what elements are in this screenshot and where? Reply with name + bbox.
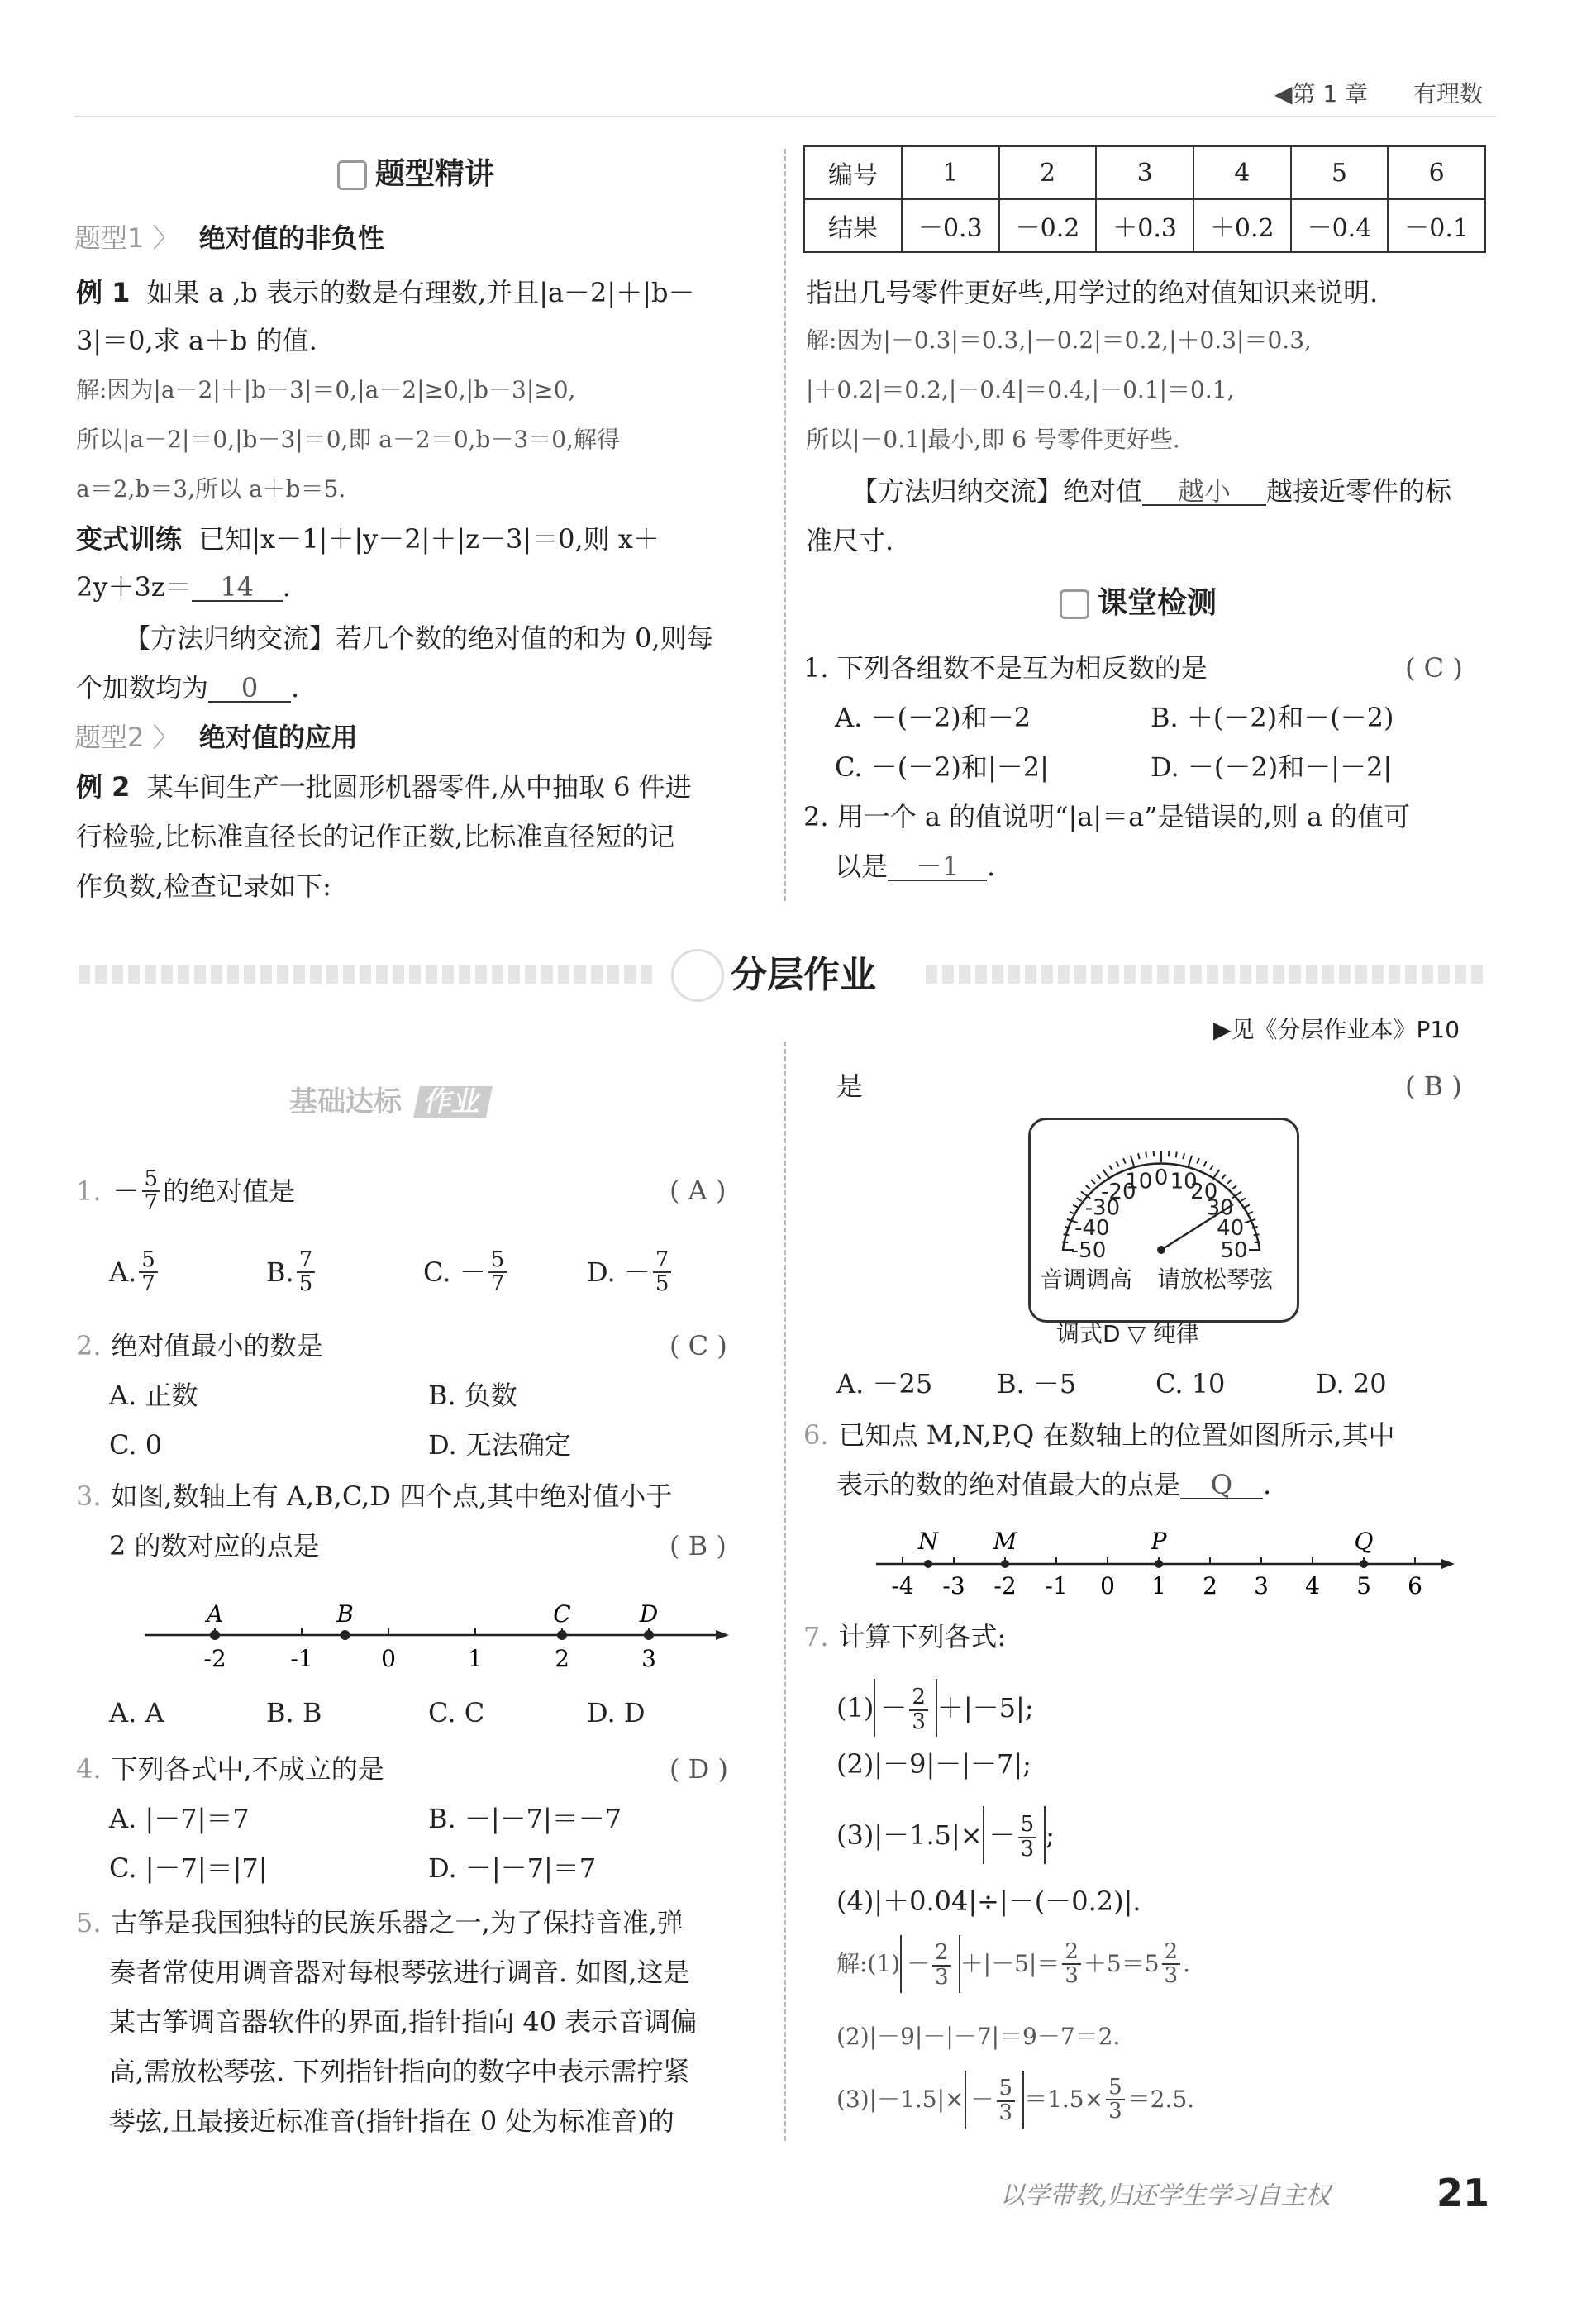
gauge-tick (1073, 1205, 1078, 1208)
gauge-label: 10 (1170, 1169, 1198, 1194)
hw-q2-option-d: D. 无法确定 (428, 1429, 571, 1461)
point-label: B (336, 1600, 354, 1628)
hw-q2-option-b: B. 负数 (428, 1380, 517, 1411)
variant-line1: 变式训练 已知|x－1|＋|y－2|＋|z－3|＝0,则 x＋ (76, 523, 660, 555)
section-icon (1060, 589, 1089, 619)
table-cell: 4 (1193, 146, 1291, 199)
hw-q5-option-d: D. 20 (1316, 1368, 1387, 1399)
hw-q4-option-c: C. |－7|＝|7| (109, 1852, 268, 1884)
table-cell: 编号 (804, 146, 902, 199)
hw-q5-line5: 琴弦,且最接近标准音(指针指在 0 处为标准音)的 (109, 2105, 674, 2137)
example1-line2: 3|＝0,求 a＋b 的值. (76, 325, 317, 356)
hw-q1-option-c: C. － $\frac{5}{7}$ (423, 1243, 509, 1301)
gauge-label: 30 (1206, 1195, 1234, 1221)
gauge-tick (1189, 1156, 1192, 1166)
solution1-line3: a＝2,b＝3,所以 a＋b＝5. (76, 475, 346, 503)
level-tag: 基础达标 作业 (289, 1086, 489, 1118)
example2-line1: 例 2 某车间生产一批圆形机器零件,从中抽取 6 件进 (76, 771, 692, 803)
gauge-label: -30 (1084, 1195, 1121, 1221)
tick-label: -2 (203, 1645, 226, 1672)
gauge-tick (1197, 1158, 1199, 1163)
check-q2-line2: 以是 －1 . (835, 851, 996, 882)
method1-answer: 0 (208, 675, 291, 703)
gauge-tick (1212, 1170, 1219, 1179)
hw-q2-option-a: A. 正数 (109, 1380, 198, 1411)
gauge-tick (1254, 1234, 1260, 1235)
hw-q3-option-a: A. A (109, 1697, 164, 1728)
hw-q4-answer: ( D ) (669, 1753, 728, 1785)
point-C (557, 1630, 567, 1640)
table-cell: 2 (999, 146, 1097, 199)
gauge-tick (1086, 1185, 1090, 1189)
table-cell: 1 (902, 146, 999, 199)
hw-q3-option-d: D. D (587, 1697, 646, 1728)
gauge-tick (1123, 1158, 1126, 1163)
point-label: A (206, 1600, 224, 1628)
gauge-tick (1227, 1180, 1232, 1184)
gauge-tick (1131, 1156, 1134, 1166)
gauge-tick (1097, 1175, 1101, 1179)
number-line-q3 (132, 1584, 736, 1675)
hw-q7-part4: (4)|＋0.04|÷|－(－0.2)|. (836, 1886, 1141, 1917)
tick-label: 3 (1254, 1572, 1269, 1599)
hw-q5-line1: 5. 古筝是我国独特的民族乐器之一,为了保持音准,弹 (76, 1907, 684, 1938)
banner-circle (671, 949, 724, 1002)
hw-q5-answer: ( B ) (1405, 1070, 1462, 1102)
section-icon (337, 160, 367, 190)
hw-q5-option-a: A. －25 (836, 1368, 933, 1399)
hw-q4-option-a: A. |－7|＝7 (109, 1803, 250, 1834)
hw-q3-line1: 3. 如图,数轴上有 A,B,C,D 四个点,其中绝对值小于 (76, 1480, 673, 1512)
tuner-mode: 调式D ▽ 纯律 (1056, 1320, 1199, 1347)
gauge-tick (1070, 1212, 1074, 1214)
gauge-tick (1247, 1212, 1252, 1214)
column-divider-bottom (784, 1042, 786, 2141)
hw-q5-line4: 高,需放松琴弦. 下列指针指向的数字中表示需拧紧 (109, 2056, 690, 2087)
number-line-q6 (868, 1516, 1463, 1607)
footer-slogan: 以学带教,归还学生学习自主权 (1000, 2181, 1331, 2210)
gauge-tick (1203, 1161, 1206, 1166)
hw-q5-line2: 奏者常使用调音器对每根琴弦进行调音. 如图,这是 (109, 1957, 690, 1988)
table-cell: ＋0.2 (1193, 199, 1291, 252)
hw-q1-option-b: B. $\frac{7}{5}$ (266, 1243, 317, 1301)
hw-q7-solution2: (2)|－9|－|－7|＝9－7＝2. (836, 2023, 1121, 2050)
gauge-label: 50 (1220, 1238, 1248, 1263)
gauge-tick (1117, 1161, 1119, 1166)
gauge-label: -40 (1074, 1215, 1110, 1241)
hw-q4-option-b: B. －|－7|＝－7 (428, 1803, 622, 1834)
table-cell: 6 (1388, 146, 1485, 199)
table-cell: －0.4 (1291, 199, 1389, 252)
point-M (1001, 1560, 1009, 1568)
point-label: P (1151, 1528, 1167, 1555)
gauge-tick (1154, 1151, 1155, 1156)
variant-answer: 14 (192, 574, 283, 602)
point-A (210, 1630, 220, 1640)
gauge-tick (1062, 1242, 1068, 1243)
hw-q3-option-c: C. C (428, 1697, 485, 1728)
method2-line1: 【方法归纳交流】绝对值 越小 越接近零件的标 (851, 475, 1452, 507)
gauge-tick (1109, 1166, 1112, 1170)
method2-line2: 准尺寸. (806, 525, 894, 556)
section-title-explain: 题型精讲 (337, 160, 494, 190)
solution1-line2: 所以|a－2|＝0,|b－3|＝0,即 a－2＝0,b－3＝0,解得 (76, 426, 620, 453)
hw-q7-part1: (1) － $\frac{2}{3}$ ＋|－5|; (836, 1675, 1034, 1741)
gauge-tick (1245, 1205, 1250, 1208)
tick-label: 3 (641, 1645, 656, 1672)
hw-q7-solution1: 解:(1) － $\frac{2}{3}$ ＋|－5|＝ $\frac{2}{3}$ ＋5＝5 $\frac{2}{3}$ . (836, 1931, 1190, 1997)
hw-q7-part2: (2)|－9|－|－7|; (836, 1748, 1031, 1780)
hw-q5-line3: 某古筝调音器软件的界面,指针指向 40 表示音调偏 (109, 2006, 698, 2038)
check-q1: 1. 下列各组数不是互为相反数的是 (803, 652, 1208, 684)
hw-q3-option-b: B. B (266, 1697, 322, 1728)
gauge-label: -20 (1101, 1179, 1136, 1204)
triangle-down-icon: ▽ (1127, 1320, 1146, 1347)
table-cell: －0.1 (1388, 199, 1485, 252)
check-q1-option-c: C. －(－2)和|－2| (835, 751, 1049, 783)
tuner-gauge (1035, 1126, 1288, 1266)
hw-q5-option-c: C. 10 (1155, 1368, 1226, 1399)
hw-q2-answer: ( C ) (669, 1330, 727, 1361)
gauge-tick (1138, 1153, 1140, 1159)
tuner-right-text: 请放松琴弦 (1157, 1266, 1274, 1293)
gauge-tick (1183, 1153, 1184, 1159)
hw-q3-line2: 2 的数对应的点是 (109, 1530, 320, 1561)
tuner-left-text: 音调调高 (1040, 1266, 1133, 1293)
method1-line1: 【方法归纳交流】若几个数的绝对值的和为 0,则每 (124, 622, 713, 654)
hw-q3-answer: ( B ) (669, 1530, 727, 1561)
point-label: N (917, 1528, 939, 1555)
hw-q6-line1: 6. 已知点 M,N,P,Q 在数轴上的位置如图所示,其中 (803, 1419, 1395, 1451)
hw-q1-option-a: A. $\frac{5}{7}$ (109, 1243, 160, 1301)
gauge-pivot (1157, 1246, 1165, 1254)
point-label: M (993, 1528, 1017, 1555)
tick-label: 0 (381, 1645, 396, 1672)
example2-line2: 行检验,比标准直径长的记作正数,比标准直径短的记 (76, 821, 675, 852)
table-cell: 3 (1096, 146, 1193, 199)
variant-line2: 2y＋3z＝ 14 . (76, 571, 291, 603)
gauge-label: 10 (1125, 1169, 1153, 1194)
gauge-tick (1077, 1198, 1082, 1201)
tick-label: -4 (891, 1572, 914, 1599)
hw-q6-line2: 表示的数的绝对值最大的点是 Q . (836, 1469, 1272, 1500)
gauge-tick (1255, 1242, 1260, 1243)
point-D (644, 1630, 654, 1640)
gauge-tick (1103, 1170, 1109, 1179)
fraction: $\frac{5}{7}$ (142, 1168, 161, 1215)
method1-line2: 个加数均为 0 . (76, 672, 300, 703)
tick-label: -2 (993, 1572, 1017, 1599)
hw-q1-answer: ( A ) (669, 1175, 727, 1206)
point-Q (1360, 1560, 1368, 1568)
gauge-tick (1176, 1151, 1177, 1157)
header-rule (74, 116, 1496, 117)
table-row-header (804, 146, 1485, 199)
gauge-tick (1091, 1180, 1095, 1184)
type2-heading: 题型2 〉 绝对值的应用 (74, 722, 358, 753)
check-q1-option-a: A. －(－2)和－2 (835, 702, 1031, 733)
point-B (341, 1630, 350, 1640)
gauge-tick (1210, 1166, 1213, 1170)
hw-q7-part3: (3)|－1.5|× － $\frac{5}{3}$ ; (836, 1802, 1055, 1868)
point-label: Q (1354, 1528, 1374, 1555)
hw-q6-answer: Q (1180, 1471, 1263, 1499)
banner-title: 分层作业 (731, 954, 876, 996)
tick-label: -3 (942, 1572, 965, 1599)
hw-q5-continued: 是 (836, 1070, 864, 1102)
chapter-title: 有理数 (1413, 80, 1484, 107)
point-label: C (553, 1600, 571, 1628)
homework-reference: ▶见《分层作业本》P10 (1213, 1016, 1460, 1043)
example2-line3: 作负数,检查记录如下: (76, 870, 331, 902)
gauge-tick (1241, 1198, 1246, 1201)
gauge-label: -50 (1070, 1238, 1107, 1263)
point-label: D (639, 1600, 659, 1628)
tick-label: 2 (1203, 1572, 1217, 1599)
tick-label: -1 (290, 1645, 313, 1672)
tick-label: 6 (1408, 1572, 1422, 1599)
gauge-label: 40 (1217, 1215, 1245, 1241)
hw-q4-option-d: D. －|－7|＝7 (428, 1852, 597, 1884)
inspection-table (803, 145, 1486, 253)
check-q2-answer: －1 (888, 853, 987, 881)
tick-label: 1 (468, 1645, 483, 1672)
table-cell: －0.2 (999, 199, 1097, 252)
check-q1-answer: ( C ) (1405, 652, 1463, 684)
point-N (924, 1560, 932, 1568)
section-title-check: 课堂检测 (1060, 589, 1217, 619)
gauge-tick (1232, 1185, 1236, 1189)
solution2-line2: |＋0.2|＝0.2,|－0.4|＝0.4,|－0.1|＝0.1, (806, 376, 1235, 403)
table-cell: ＋0.3 (1096, 199, 1193, 252)
hw-q1-option-d: D. － $\frac{7}{5}$ (587, 1243, 674, 1301)
example1-line1: 例 1 如果 a ,b 表示的数是有理数,并且|a－2|＋|b－ (76, 277, 695, 308)
table-row-results (804, 199, 1485, 252)
method2-answer: 越小 (1142, 478, 1266, 506)
column-divider-top (784, 149, 786, 901)
tick-label: 4 (1305, 1572, 1320, 1599)
banner-right-stripe (926, 965, 1488, 984)
page-number: 21 (1436, 2171, 1490, 2215)
chapter-label: ◀第 1 章 (1274, 80, 1369, 107)
tick-label: 1 (1151, 1572, 1166, 1599)
hw-q2: 2. 绝对值最小的数是 (76, 1330, 323, 1361)
solution2-line1: 解:因为|－0.3|＝0.3,|－0.2|＝0.2,|＋0.3|＝0.3, (806, 327, 1312, 354)
banner-left-stripe (79, 965, 657, 984)
table-cell: 5 (1291, 146, 1389, 199)
tick-label: 2 (555, 1645, 569, 1672)
hw-q2-option-c: C. 0 (109, 1429, 163, 1461)
solution2-line3: 所以|－0.1|最小,即 6 号零件更好些. (806, 426, 1180, 453)
type1-heading: 题型1 〉 绝对值的非负性 (74, 222, 384, 254)
gauge-tick (1169, 1151, 1170, 1156)
hw-q7-solution3: (3)|－1.5|× － $\frac{5}{3}$ ＝1.5× $\frac{5}{3}$ ＝2.5. (836, 2067, 1194, 2133)
check-q2-line1: 2. 用一个 a 的值说明“|a|＝a”是错误的,则 a 的值可 (803, 801, 1411, 832)
question-line: 指出几号零件更好些,用学过的绝对值知识来说明. (806, 277, 1379, 308)
gauge-tick (1063, 1234, 1069, 1235)
tick-label: 0 (1100, 1572, 1115, 1599)
table-cell: 结果 (804, 199, 902, 252)
solution1-line1: 解:因为|a－2|＋|b－3|＝0,|a－2|≥0,|b－3|≥0, (76, 376, 576, 403)
table-cell: －0.3 (902, 199, 999, 252)
check-q1-option-b: B. ＋(－2)和－(－2) (1151, 702, 1394, 733)
check-q1-option-d: D. －(－2)和－|－2| (1151, 751, 1393, 783)
gauge-tick (1222, 1175, 1226, 1179)
hw-q1: 1. － $\frac{5}{7}$ 的绝对值是 (76, 1166, 296, 1215)
hw-q4: 4. 下列各式中,不成立的是 (76, 1753, 384, 1785)
gauge-label: 0 (1154, 1166, 1169, 1190)
tick-label: 5 (1356, 1572, 1371, 1599)
tick-label: -1 (1045, 1572, 1068, 1599)
hw-q5-option-b: B. －5 (997, 1368, 1077, 1399)
hw-q7: 7. 计算下列各式: (803, 1621, 1007, 1652)
point-P (1155, 1560, 1163, 1568)
gauge-label: 20 (1190, 1179, 1218, 1204)
